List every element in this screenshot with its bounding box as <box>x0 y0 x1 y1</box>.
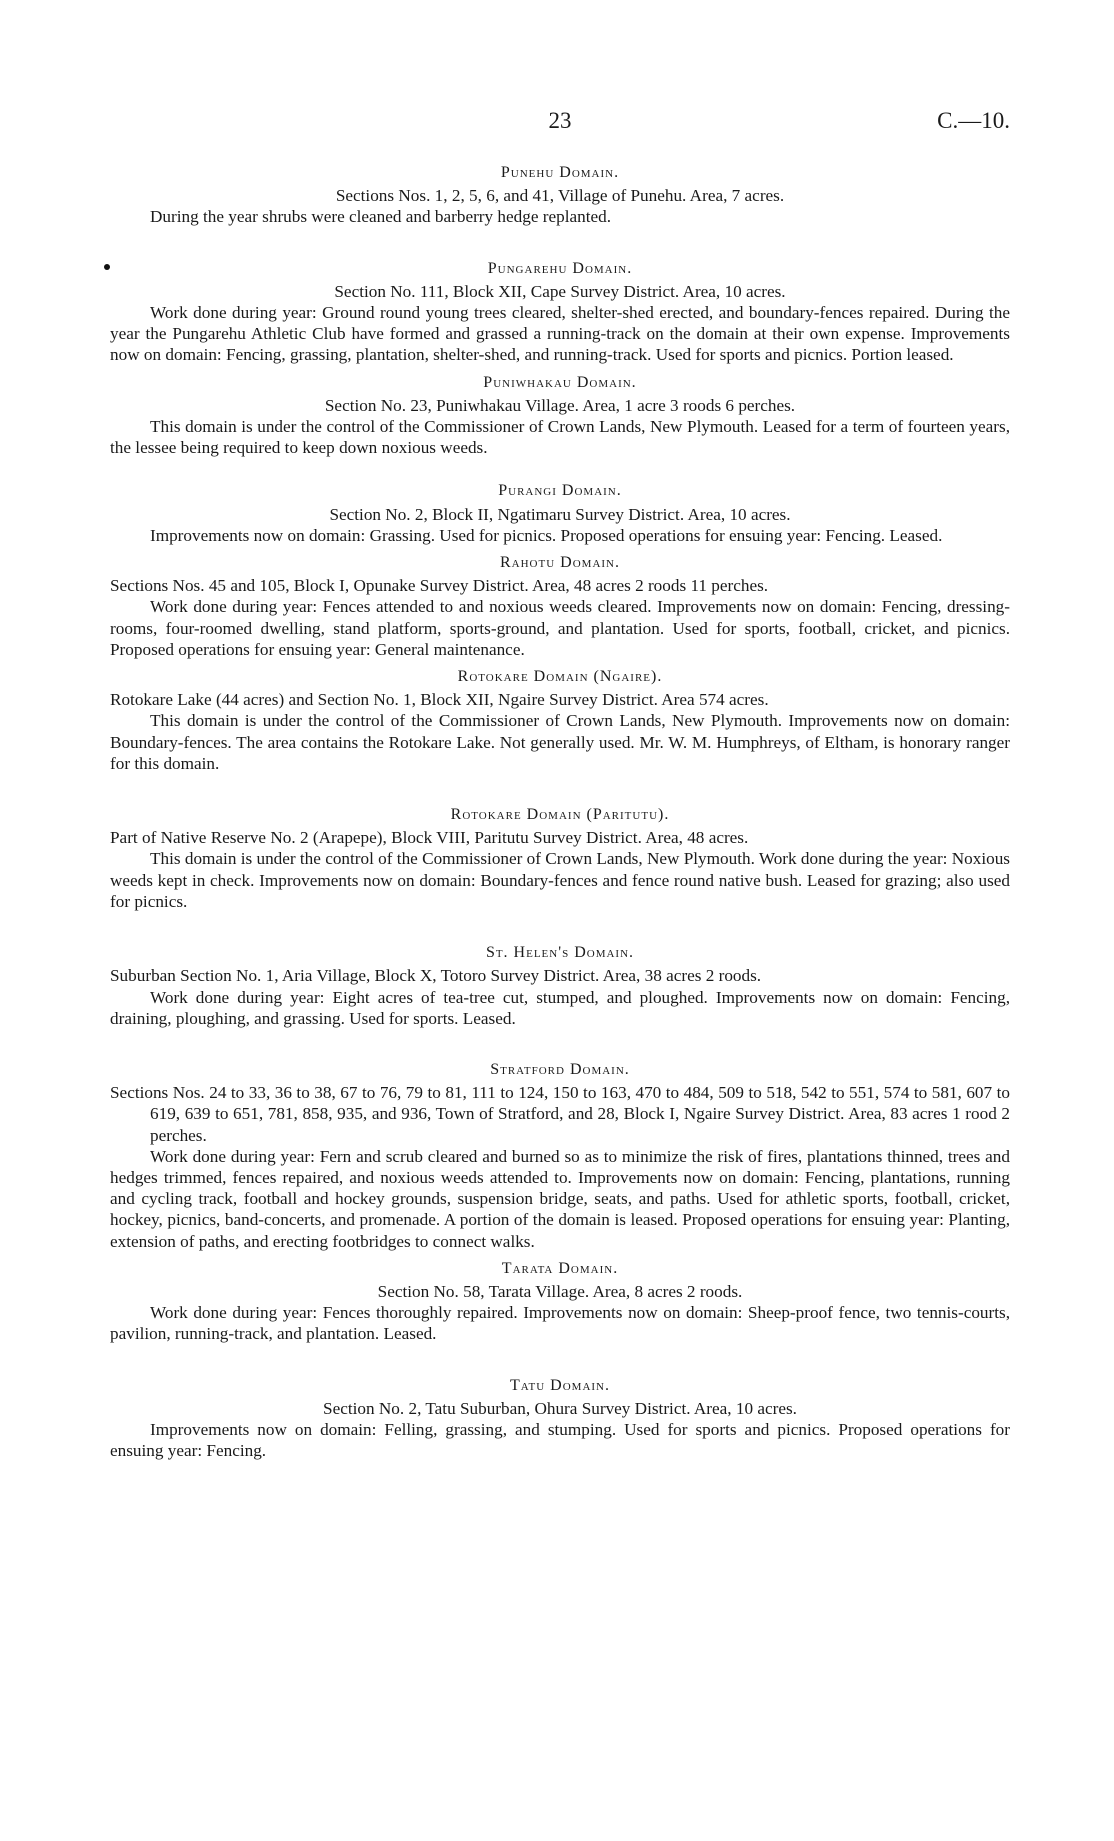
section-pungarehu <box>110 258 1010 366</box>
section-description: Sections Nos. 1, 2, 5, 6, and 41, Village of Punehu. Area, 7 acres. <box>335 186 785 206</box>
section-title: Purangi Domain. <box>498 482 622 500</box>
section-tatu <box>110 1375 1010 1462</box>
section-description: Section No. 58, Tarata Village. Area, 8 acres 2 roods. <box>377 1281 743 1301</box>
page-number: 23 <box>548 108 572 133</box>
section-title: Puniwhakau Domain. <box>483 373 637 391</box>
section-description: Rotokare Lake (44 acres) and Section No. 1, Block XII, Ngaire Survey District. Area 574 acres. <box>110 690 769 710</box>
section-paragraph: During the year shrubs were cleaned and barberry hedge replanted. <box>150 207 611 227</box>
section-description: Suburban Section No. 1, Aria Village, Block X, Totoro Survey District. Area, 38 acres 2 roods. <box>110 966 762 986</box>
section-paragraph: Work done during year: Ground round young trees cleared, shelter-shed erected, and boundary-fences repaired. During the year the Pungarehu Athletic Club have formed and grassed a running-track on the domain at their own expense. Improvements now on domain: Fencing, grassing, plantation, shelter-shed, and running-track. Used for sports and picnics. Portion leased. <box>110 303 1010 365</box>
section-paragraph: This domain is under the control of the Commissioner of Crown Lands, New Plymouth. Improvements now on domain: Boundary-fences. The area contains the Rotokare Lake. Not generally used. Mr. W. M. Humphreys, of Eltham, is honorary ranger for this domain. <box>110 711 1010 773</box>
section-rotokare-ngaire <box>110 666 1010 774</box>
section-paragraph: Work done during year: Eight acres of tea-tree cut, stumped, and ploughed. Improvements now on domain: Fencing, draining, ploughing, and grassing. Used for sports. Leased. <box>110 987 1010 1028</box>
document-page <box>110 0 1010 1841</box>
section-description: Section No. 2, Tatu Suburban, Ohura Survey District. Area, 10 acres. <box>323 1398 797 1418</box>
section-paragraph: Work done during year: Fern and scrub cleared and burned so as to minimize the risk of fires, plantations thinned, trees and hedges trimmed, fences repaired, and noxious weeds attended to. Improvements now on domain: Fencing, plantations, running and cycling track, football and hockey grounds, suspension bridge, seats, and paths. Used for athletic sports, football, cricket, hockey, picnics, band-concerts, and promenade. A portion of the domain is leased. Proposed operations for ensuing year: Planting, extension of paths, and erecting footbridges to connect walks. <box>110 1146 1010 1251</box>
section-paragraph: This domain is under the control of the Commissioner of Crown Lands, New Plymouth. Leased for a term of fourteen years, the lessee being required to keep down noxious weeds. <box>110 417 1010 458</box>
section-description: Part of Native Reserve No. 2 (Arapepe), Block VIII, Paritutu Survey District. Area, 48 acres. <box>110 828 749 848</box>
section-description: Sections Nos. 45 and 105, Block I, Opunake Survey District. Area, 48 acres 2 roods 11 perches. <box>110 576 769 596</box>
section-title: Rotokare Domain (Ngaire). <box>457 668 663 686</box>
section-title: Pungarehu Domain. <box>487 259 633 277</box>
section-title: Rotokare Domain (Paritutu). <box>450 806 670 824</box>
section-description: Section No. 23, Puniwhakau Village. Area, 1 acre 3 roods 6 perches. <box>324 395 796 415</box>
section-paragraph: Work done during year: Fences thoroughly repaired. Improvements now on domain: Sheep-proof fence, two tennis-courts, pavilion, running-track, and plantation. Leased. <box>110 1303 1010 1344</box>
section-description: Sections Nos. 24 to 33, 36 to 38, 67 to 76, 79 to 81, 111 to 124, 150 to 163, 470 to 484, 509 to 518, 542 to 551, 574 to 581, 607 to 619, 639 to 651, 781, 858, 935, and 936, Town of Stratford, and 28, Block I, Ngaire Survey District. Area, 83 acres 1 rood 2 perches. <box>110 1083 1010 1145</box>
section-title: Punehu Domain. <box>500 164 620 181</box>
bullet-mark-icon <box>104 264 110 270</box>
section-paragraph: Work done during year: Fences attended to and noxious weeds cleared. Improvements now on domain: Fencing, dressing-rooms, four-roomed dwelling, stand platform, sports-ground, and plantation. Used for sports, football, cricket, and picnics. Proposed operations for ensuing year: General maintenance. <box>110 597 1010 659</box>
page-header <box>110 108 1010 142</box>
section-paragraph: This domain is under the control of the Commissioner of Crown Lands, New Plymouth. Work done during the year: Noxious weeds kept in check. Improvements now on domain: Boundary-fences and fence round native bush. Leased for grazing; also used for picnics. <box>110 849 1010 911</box>
section-rahotu <box>110 552 1010 660</box>
page-content <box>110 162 1010 1461</box>
section-purangi <box>110 480 1010 546</box>
section-description: Section No. 2, Block II, Ngatimaru Survey District. Area, 10 acres. <box>329 504 791 524</box>
section-title: Tatu Domain. <box>510 1376 610 1394</box>
section-st-helens <box>110 942 1010 1029</box>
section-puniwhakau <box>110 372 1010 459</box>
document-reference: C.—10. <box>937 108 1010 133</box>
section-title: Rahotu Domain. <box>500 554 620 572</box>
section-tarata <box>110 1258 1010 1345</box>
section-title: St. Helen's Domain. <box>485 944 635 962</box>
section-title: Tarata Domain. <box>501 1259 619 1277</box>
section-paragraph: Improvements now on domain: Felling, grassing, and stumping. Used for sports and picnics. Proposed operations for ensuing year: Fencing. <box>110 1419 1010 1461</box>
section-punehu <box>110 162 1010 228</box>
section-paragraph: Improvements now on domain: Grassing. Used for picnics. Proposed operations for ensuing year: Fencing. Leased. <box>150 525 943 545</box>
section-description: Section No. 111, Block XII, Cape Survey District. Area, 10 acres. <box>334 281 786 301</box>
section-stratford <box>110 1059 1010 1252</box>
section-title: Stratford Domain. <box>490 1060 630 1078</box>
section-rotokare-paritutu <box>110 804 1010 912</box>
